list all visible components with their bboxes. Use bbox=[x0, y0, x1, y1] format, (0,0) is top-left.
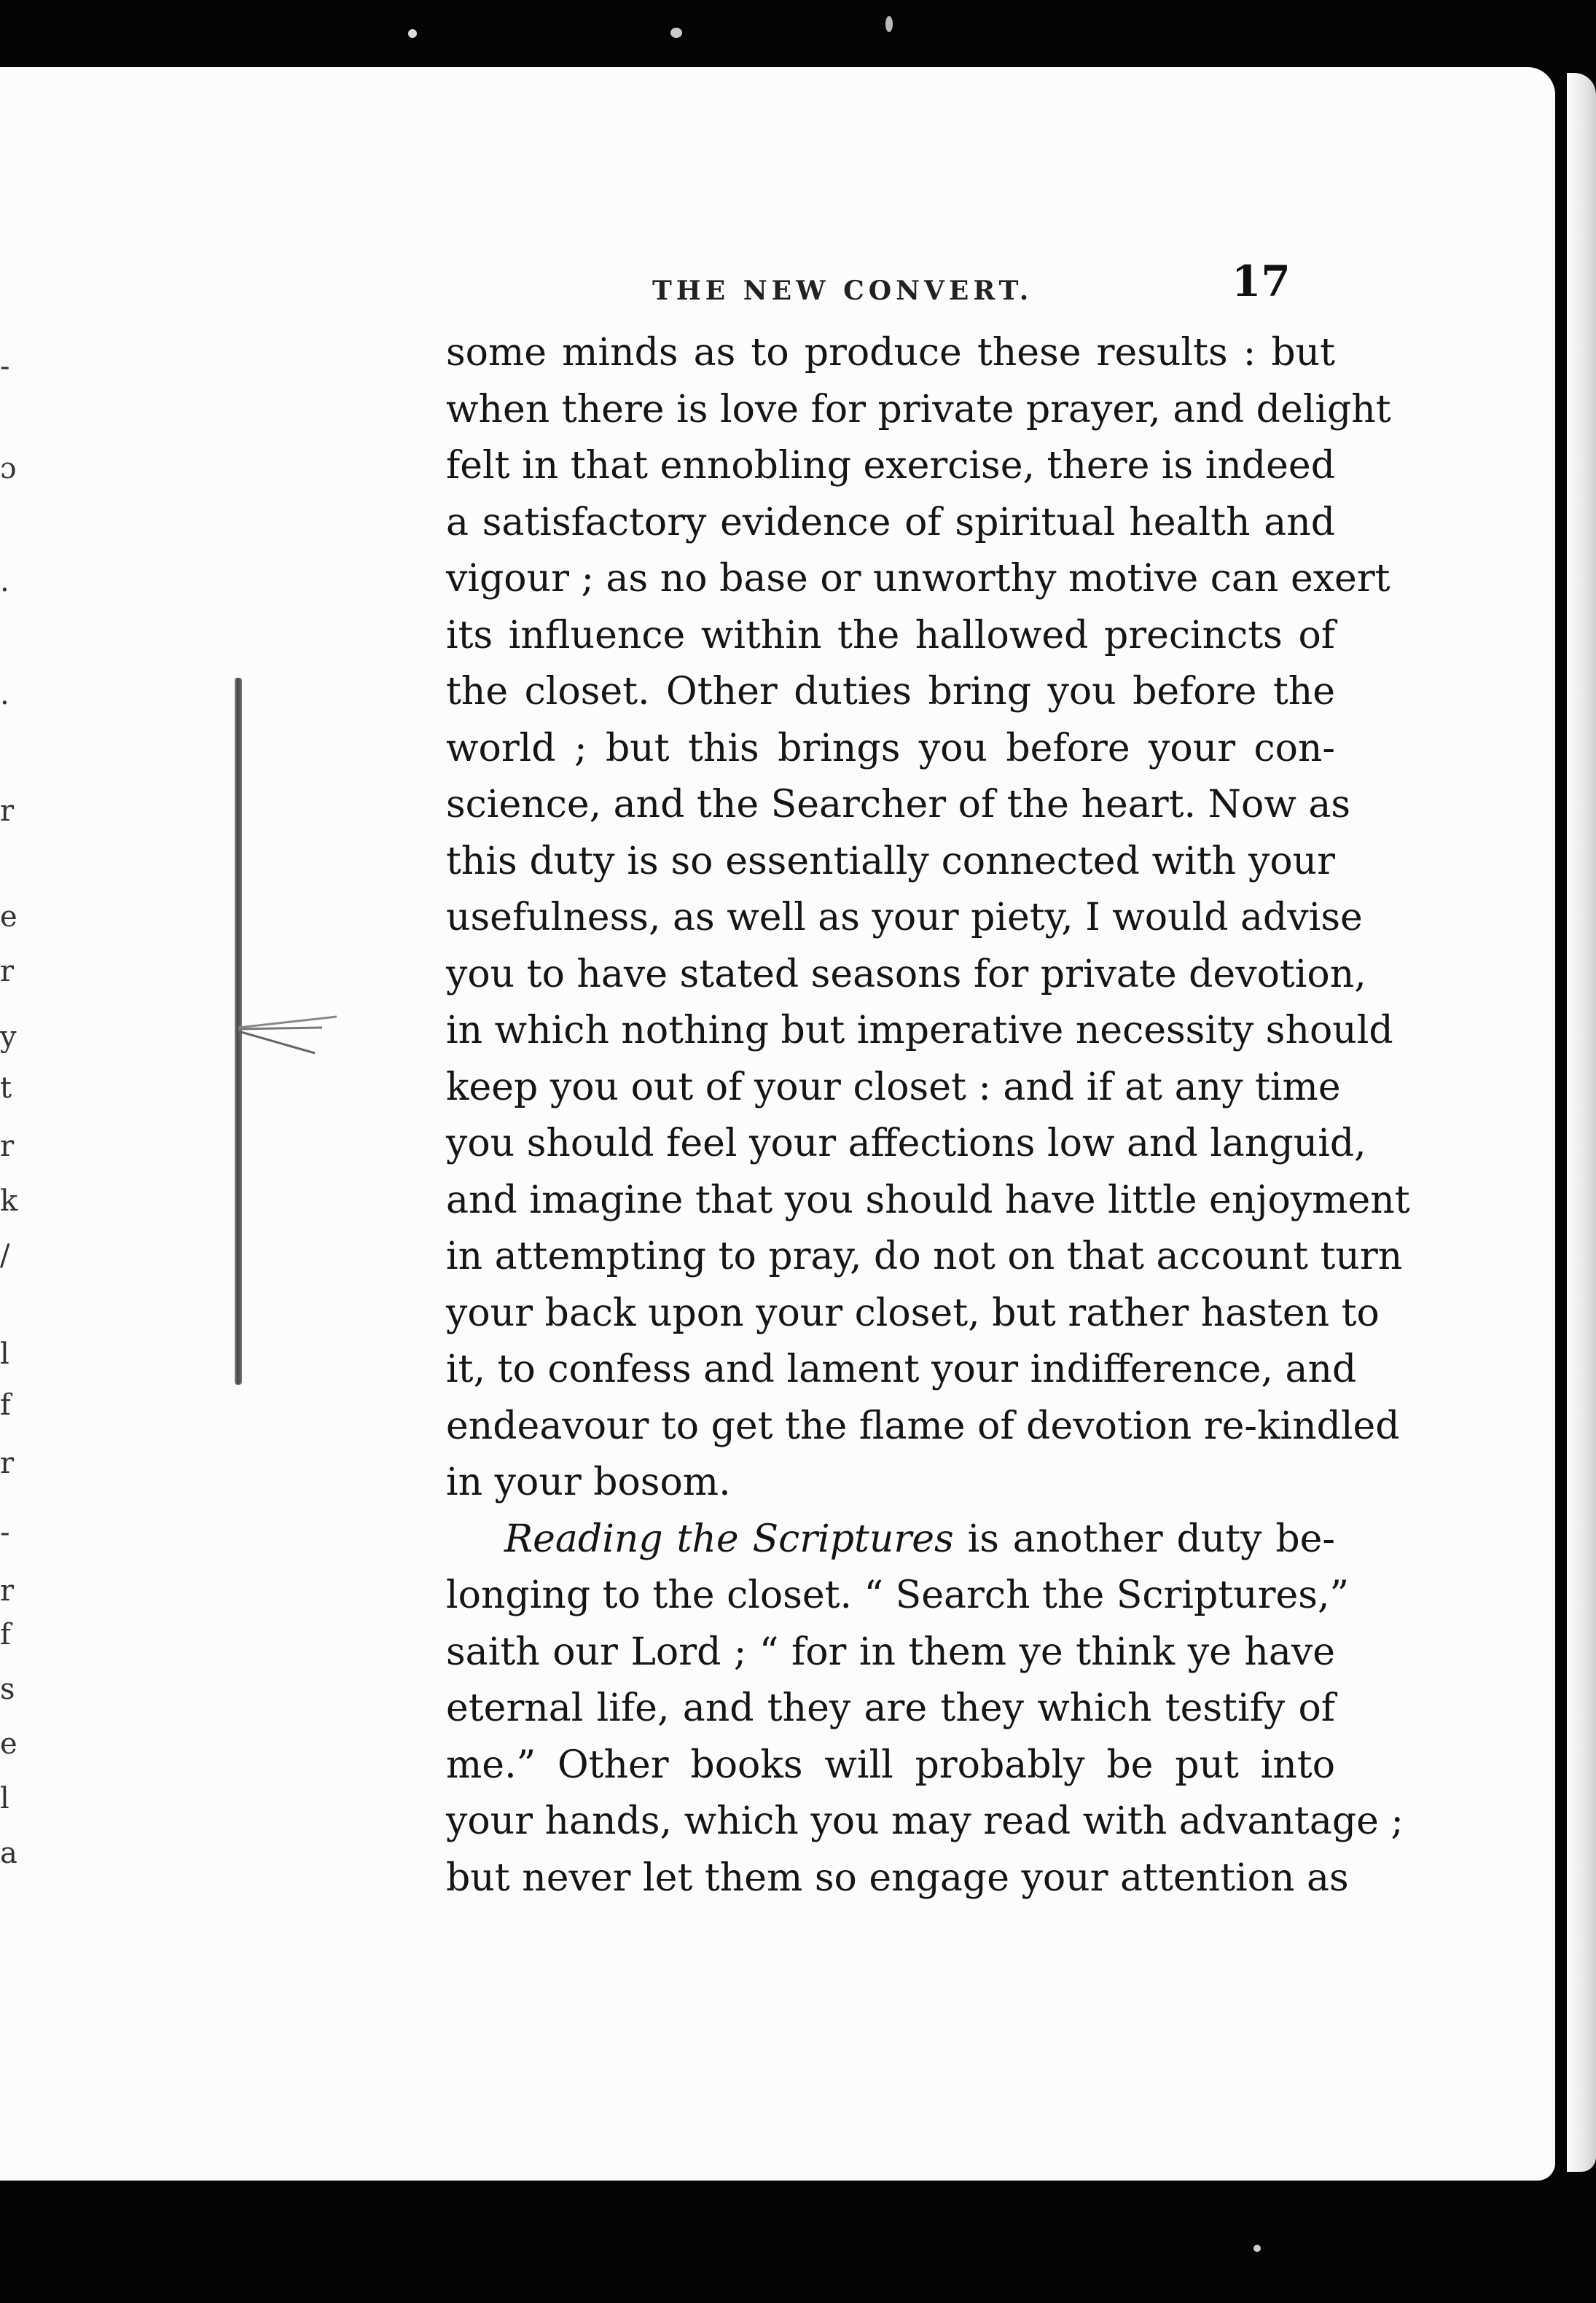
bleed-mark: e bbox=[0, 1727, 17, 1761]
text-line: saith our Lord ; “ for in them ye think ye have bbox=[446, 1630, 1335, 1674]
dust-speck bbox=[1253, 2245, 1261, 2252]
bleed-mark: . bbox=[0, 678, 9, 711]
dust-speck bbox=[885, 16, 893, 32]
text-line: the closet. Other duties bring you before the bbox=[446, 670, 1335, 713]
text-line: keep you out of your closet : and if at any time bbox=[446, 1065, 1341, 1109]
text-line: some minds as to produce these results : but bbox=[446, 331, 1335, 375]
body-text bbox=[446, 325, 1410, 1907]
text-line: eternal life, and they are they which testify of bbox=[446, 1686, 1335, 1730]
dust-speck bbox=[408, 29, 417, 38]
bleed-mark: k bbox=[0, 1184, 18, 1218]
bleed-mark: f bbox=[0, 1388, 11, 1422]
text-line: in which nothing but imperative necessity should bbox=[446, 1009, 1393, 1052]
bleed-mark: r bbox=[0, 794, 15, 828]
text-run: is another duty be- bbox=[953, 1517, 1335, 1561]
bleed-mark: r bbox=[0, 1574, 15, 1608]
bleed-mark: - bbox=[0, 350, 10, 383]
bleed-mark: - bbox=[0, 1516, 10, 1549]
bleed-mark: r bbox=[0, 955, 15, 988]
bleed-mark: a bbox=[0, 1837, 17, 1870]
bleed-mark: r bbox=[0, 1130, 15, 1163]
bleed-mark: e bbox=[0, 900, 17, 934]
bleed-mark: ɔ bbox=[0, 452, 17, 485]
paragraph-first-line bbox=[446, 1512, 1335, 1568]
bleed-mark: l bbox=[0, 1337, 9, 1371]
text-line: its influence within the hallowed precincts of bbox=[446, 613, 1335, 657]
text-line: in your bosom. bbox=[446, 1461, 731, 1504]
text-line: a satisfactory evidence of spiritual health and bbox=[446, 500, 1335, 544]
bleed-mark: t bbox=[0, 1071, 12, 1105]
text-line: world ; but this brings you before your con- bbox=[446, 726, 1335, 770]
page-edge bbox=[1567, 73, 1596, 2172]
text-line: felt in that ennobling exercise, there is indeed bbox=[446, 444, 1335, 488]
text-line: science, and the Searcher of the heart. Now as bbox=[446, 783, 1351, 826]
text-line: vigour ; as no base or unworthy motive can exert bbox=[446, 557, 1390, 601]
text-line: in attempting to pray, do not on that account turn bbox=[446, 1235, 1403, 1278]
binding-thread-knot bbox=[235, 1013, 344, 1057]
bleed-mark: f bbox=[0, 1618, 11, 1651]
text-line: your hands, which you may read with advantage ; bbox=[446, 1799, 1404, 1843]
text-line: when there is love for private prayer, and delight bbox=[446, 387, 1391, 431]
bleed-mark: l bbox=[0, 1782, 9, 1815]
bleed-mark: s bbox=[0, 1673, 15, 1706]
bleed-mark: / bbox=[0, 1239, 10, 1272]
text-line: and imagine that you should have little enjoyment bbox=[446, 1178, 1410, 1222]
bleed-mark: y bbox=[0, 1020, 17, 1054]
page-number: 17 bbox=[1232, 257, 1291, 306]
text-line: me.” Other books will probably be put into bbox=[446, 1743, 1335, 1787]
text-line: you to have stated seasons for private devotion, bbox=[446, 952, 1366, 996]
text-line: but never let them so engage your attention as bbox=[446, 1856, 1349, 1900]
text-line: it, to confess and lament your indifference, and bbox=[446, 1348, 1357, 1391]
text-line: you should feel your affections low and languid, bbox=[446, 1122, 1366, 1165]
text-line: this duty is so essentially connected with your bbox=[446, 839, 1335, 883]
text-line: usefulness, as well as your piety, I would advise bbox=[446, 896, 1363, 939]
bleed-mark: r bbox=[0, 1447, 15, 1480]
text-line: longing to the closet. “ Search the Scriptures,” bbox=[446, 1573, 1350, 1617]
bleed-mark: . bbox=[0, 565, 9, 598]
text-line: your back upon your closet, but rather hasten to bbox=[446, 1291, 1380, 1335]
text-line: endeavour to get the flame of devotion re-kindled bbox=[446, 1404, 1400, 1448]
dust-speck bbox=[670, 28, 682, 38]
italic-phrase: Reading the Scriptures bbox=[504, 1517, 954, 1561]
running-head: THE NEW CONVERT. bbox=[652, 275, 1033, 306]
